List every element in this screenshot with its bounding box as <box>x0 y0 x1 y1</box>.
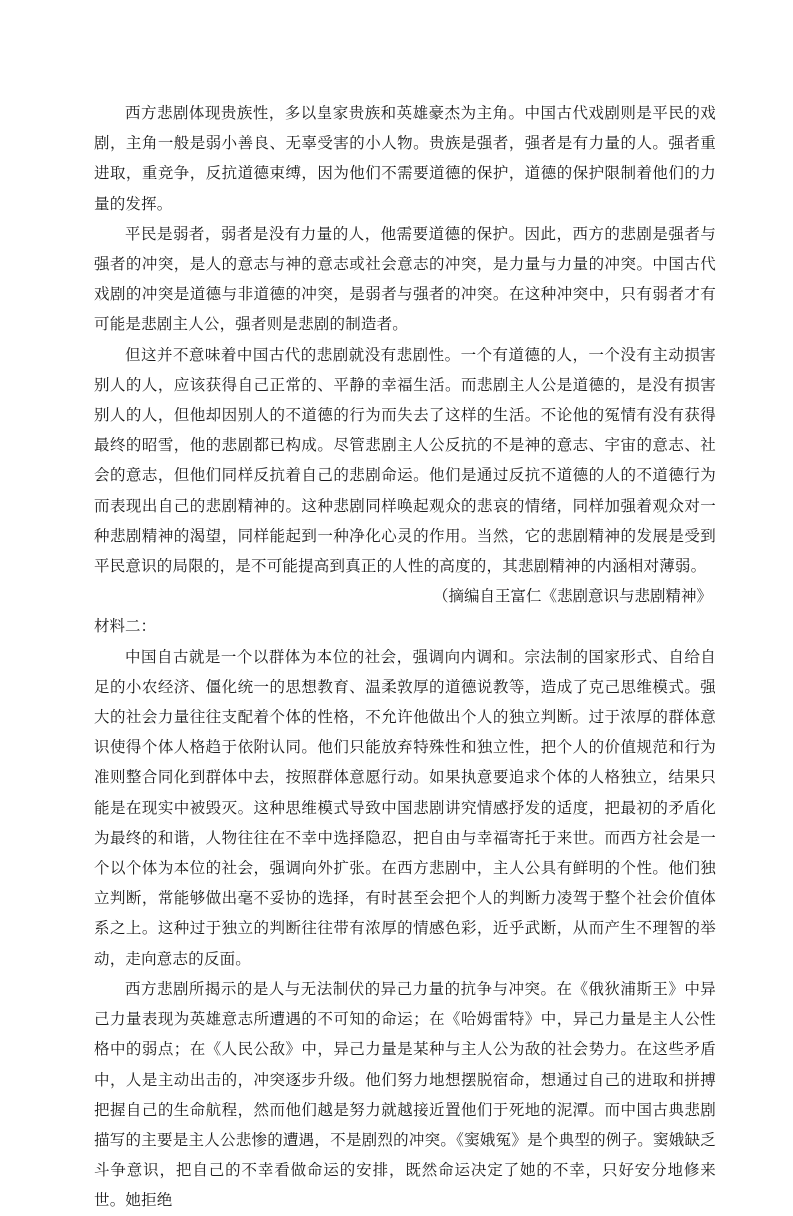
material-two-paragraph-1: 中国自古就是一个以群体为本位的社会，强调向内调和。宗法制的国家形式、自给自足的小农经济、僵化统一的思想教育、温柔敦厚的道德说教等，造成了克己思维模式。强大的社会力量往往支配着个体的性格，不允许他做出个人的独立判断。过于浓厚的群体意识使得个体人格趋于依附认同。他们只能放弃特殊性和独立性，把个人的价值规范和行为准则整合同化到群体中去，按照群体意愿行动。如果执意要追求个体的人格独立，结果只能是在现实中被毁灭。这种思维模式导致中国悲剧讲究情感抒发的适度，把最初的矛盾化为最终的和谐，人物往往在不幸中选择隐忍，把自由与幸福寄托于来世。而西方社会是一个以个体为本位的社会，强调向外扩张。在西方悲剧中，主人公具有鲜明的个性。他们独立判断，常能够做出毫不妥协的选择，有时甚至会把个人的判断力凌驾于整个社会价值体系之上。这种过于独立的判断往往带有浓厚的情感色彩，近乎武断，从而产生不理智的举动，走向意志的反面。 <box>94 647 716 968</box>
material-one-paragraph-2: 平民是弱者，弱者是没有力量的人，他需要道德的保护。因此，西方的悲剧是强者与强者的冲突，是人的意志与神的意志或社会意志的冲突，是力量与力量的冲突。中国古代戏剧的冲突是道德与非道德的冲突，是弱者与强者的冲突。在这种冲突中，只有弱者才有可能是悲剧主人公，强者则是悲剧的制造者。 <box>94 224 716 334</box>
material-two-label: 材料二： <box>94 617 157 636</box>
material-one-source: （摘编自王富仁《悲剧意识与悲剧精神》 <box>432 587 712 606</box>
material-two-paragraph-2: 西方悲剧所揭示的是人与无法制伏的异己力量的抗争与冲突。在《俄狄浦斯王》中异己力量表现为英雄意志所遭遇的不可知的命运；在《哈姆雷特》中，异己力量是主人公性格中的弱点；在《人民公敌》中，异己力量是某种与主人公为敌的社会势力。在这些矛盾中，人是主动出击的，冲突逐步升级。他们努力地想摆脱宿命，想通过自己的进取和拼搏把握自己的生命航程，然而他们越是努力就越接近置他们于死地的泥潭。而中国古典悲剧描写的主要是主人公悲惨的遭遇，不是剧烈的冲突。《窦娥冤》是个典型的例子。窦娥缺乏斗争意识，把自己的不幸看做命运的安排，既然命运决定了她的不幸，只好安分地修来世。她拒绝 <box>94 979 716 1210</box>
document-body <box>94 98 716 1216</box>
material-one-paragraph-3: 但这并不意味着中国古代的悲剧就没有悲剧性。一个有道德的人，一个没有主动损害别人的人，应该获得自己正常的、平静的幸福生活。而悲剧主人公是道德的，是没有损害别人的人，但他却因别人的不道德的行为而失去了这样的生活。不论他的冤情有没有获得最终的昭雪，他的悲剧都已构成。尽管悲剧主人公反抗的不是神的意志、宇宙的意志、社会的意志，但他们同样反抗着自己的悲剧命运。他们是通过反抗不道德的人的不道德行为而表现出自己的悲剧精神的。这种悲剧同样唤起观众的悲哀的情绪，同样加强着观众对一种悲剧精神的渴望，同样能起到一种净化心灵的作用。当然，它的悲剧精神的发展是受到平民意识的局限的，是不可能提高到真正的人性的高度的，其悲剧精神的内涵相对薄弱。 <box>94 345 716 576</box>
material-one-paragraph-1: 西方悲剧体现贵族性，多以皇家贵族和英雄豪杰为主角。中国古代戏剧则是平民的戏剧，主角一般是弱小善良、无辜受害的小人物。贵族是强者，强者是有力量的人。强者重进取，重竞争，反抗道德束缚，因为他们不需要道德的保护，道德的保护限制着他们的力量的发挥。 <box>94 104 716 213</box>
